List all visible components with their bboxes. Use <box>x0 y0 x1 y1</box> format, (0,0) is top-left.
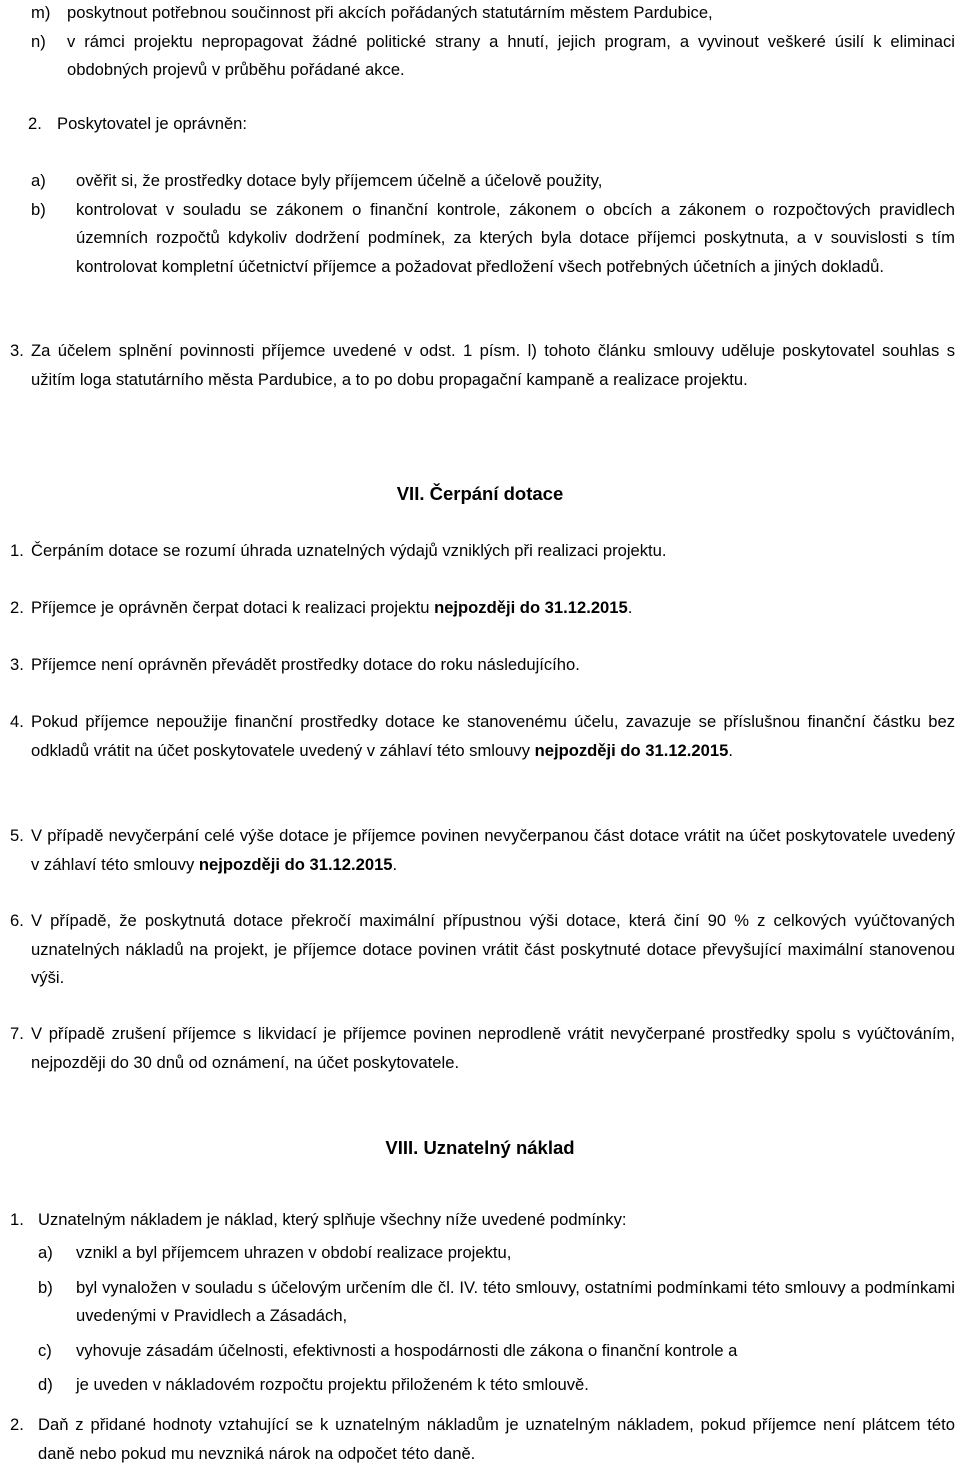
section-7-item <box>10 708 955 765</box>
section-8-subitems <box>38 1239 955 1400</box>
item-text: byl vynaložen v souladu s účelovým určením dle čl. IV. této smlouvy, ostatními podmínkami této smlouvy a podmínkami uvedenými v Pravidlech a Zásadách, <box>76 1277 955 1325</box>
section-7-item <box>10 907 955 993</box>
item-text: V případě, že poskytnutá dotace překročí maximální přípustnou výši dotace, která činí 90 % z celkových vyúčtovaných uznatelných nákladů na projekt, je příjemce dotace povinen vrátit část poskytnuté dotace převyšující maximální stanovenou výši. <box>31 911 955 987</box>
item-text: ověřit si, že prostředky dotace byly příjemcem účelně a účelově použity, <box>76 171 603 190</box>
item-label: m) <box>31 3 51 22</box>
item-label: 5. <box>10 826 24 845</box>
item-text: kontrolovat v souladu se zákonem o finanční kontrole, zákonem o obcích a zákonem o rozpočtových pravidlech územních rozpočtů kdykoliv dodržení podmínek, za kterých byla dotace příjemci poskytnuta, a v souvislosti s tím kontrolovat kompletní účetnictví příjemce a požadovat předložení všech potřebných účetních a jiných dokladů. <box>76 199 955 276</box>
section-7-item <box>10 537 955 566</box>
paragraph-text: Poskytovatel je oprávněn: <box>57 114 248 133</box>
item-text: vyhovuje zásadám účelnosti, efektivnosti a hospodárnosti dle zákona o finanční kontrole a <box>76 1340 738 1360</box>
paragraph-label: 2. <box>28 114 42 133</box>
item-text: vznikl a byl příjemcem uhrazen v období realizace projektu, <box>76 1243 512 1262</box>
paragraph-2-items <box>31 167 955 281</box>
section-8-item <box>10 1206 955 1235</box>
item-label: 1. <box>10 1210 24 1229</box>
item-punct: . <box>728 740 733 760</box>
item-label: 2. <box>10 1415 24 1434</box>
paragraph-2 <box>28 110 955 139</box>
list-item <box>31 0 955 28</box>
item-text: Daň z přidané hodnoty vztahující se k uznatelným nákladům je uznatelným nákladem, pokud příjemce není plátcem této daně nebo pokud mu nevzniká nárok na odpočet této daně. <box>38 1415 955 1463</box>
section-8-item <box>10 1411 955 1468</box>
item-text: Uznatelným nákladem je náklad, který splňuje všechny níže uvedené podmínky: <box>38 1210 627 1229</box>
item-text: Pokud příjemce nepoužije finanční prostředky dotace ke stanovenému účelu, zavazuje se příslušnou finanční částku bez odkladů vrátit na účet poskytovatele uvedený v záhlaví této smlouvy <box>31 712 955 760</box>
item-text: Příjemce není oprávněn převádět prostředky dotace do roku následujícího. <box>31 655 580 674</box>
item-text: poskytnout potřebnou součinnost při akcích pořádaných statutárním městem Pardubice, <box>67 3 713 22</box>
item-label: 4. <box>10 712 24 731</box>
item-label: n) <box>31 31 46 51</box>
item-text: Čerpáním dotace se rozumí úhrada uznatelných výdajů vzniklých při realizaci projektu. <box>31 541 667 560</box>
item-text: je uveden v nákladovém rozpočtu projektu přiloženém k této smlouvě. <box>76 1375 589 1394</box>
item-label: a) <box>38 1243 53 1262</box>
deadline-bold: nejpozději do 31.12.2015 <box>198 854 393 874</box>
item-punct: . <box>627 598 633 617</box>
item-label: b) <box>38 1277 53 1297</box>
item-label: c) <box>38 1340 52 1360</box>
item-label: b) <box>31 199 46 219</box>
list-item <box>38 1337 955 1366</box>
section-7-item <box>10 651 955 680</box>
section-7-item <box>10 822 955 879</box>
item-label: 6. <box>10 911 24 930</box>
section-7-item <box>10 1020 955 1077</box>
item-label: d) <box>38 1375 53 1394</box>
section-heading: VII. Čerpání dotace <box>396 483 564 504</box>
item-label: 3. <box>10 655 24 674</box>
item-text: Příjemce je oprávněn čerpat dotaci k realizaci projektu <box>31 598 435 617</box>
deadline-bold: nejpozději do 31.12.2015 <box>534 740 729 760</box>
section-7-item <box>10 594 955 623</box>
top-items <box>31 0 955 85</box>
paragraph-label: 3. <box>10 341 24 360</box>
item-label: 7. <box>10 1024 24 1043</box>
deadline-bold: nejpozději do 31.12.2015 <box>434 598 628 617</box>
item-punct: . <box>392 854 398 874</box>
item-text: V případě zrušení příjemce s likvidací je příjemce povinen neprodleně vrátit nevyčerpané prostředky spolu s vyúčtováním, nejpozději do 30 dnů od oznámení, na účet poskytovatele. <box>31 1024 955 1072</box>
item-text: V případě nevyčerpání celé výše dotace je příjemce povinen nevyčerpanou část dotace vrátit na účet poskytovatele uvedený v záhlaví této smlouvy <box>31 826 955 874</box>
list-item <box>31 28 955 85</box>
list-item <box>38 1239 955 1268</box>
item-label: 2. <box>10 598 24 617</box>
paragraph-3 <box>10 337 955 394</box>
list-item <box>31 167 955 196</box>
list-item <box>38 1274 955 1331</box>
list-item <box>31 196 955 282</box>
section-heading: VIII. Uznatelný náklad <box>385 1137 575 1158</box>
list-item <box>38 1371 955 1400</box>
item-text: v rámci projektu nepropagovat žádné politické strany a hnutí, jejich program, a vyvinout veškeré úsilí k eliminaci obdobných projevů v průběhu pořádané akce. <box>67 31 955 79</box>
item-label: a) <box>31 171 46 190</box>
paragraph-text: Za účelem splnění povinnosti příjemce uvedené v odst. 1 písm. l) tohoto článku smlouvy uděluje poskytovatel souhlas s užitím loga statutárního města Pardubice, a to po dobu propagační kampaně a realizace projektu. <box>31 341 955 389</box>
item-label: 1. <box>10 541 24 560</box>
